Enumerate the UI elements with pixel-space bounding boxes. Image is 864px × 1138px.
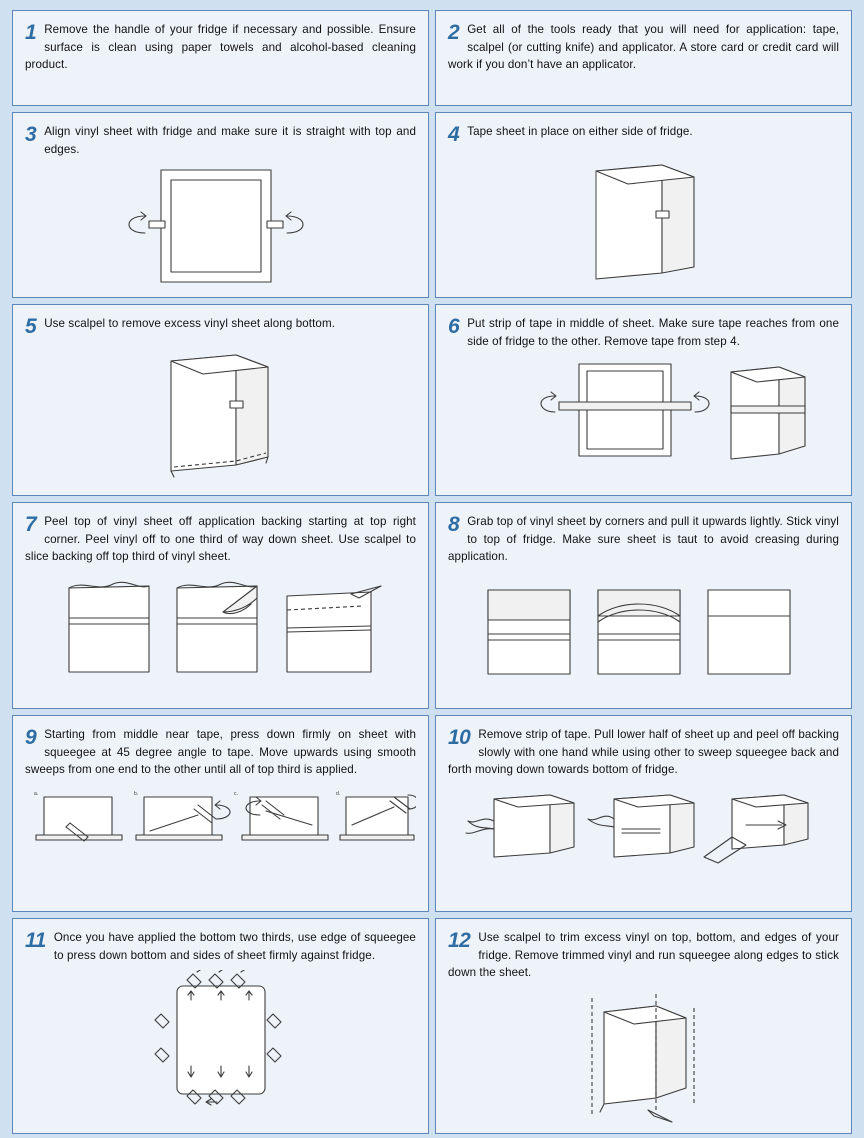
three-step-peel-backing-and-sweep-down-icon bbox=[464, 785, 824, 865]
step-panel-10 bbox=[435, 715, 852, 912]
step-text-1: Remove the handle of your fridge if necessary and possible. Ensure surface is clean using paper towels and alcohol-based cleaning product. bbox=[25, 23, 416, 72]
four-step-squeegee-sweeps-icon bbox=[26, 785, 416, 863]
step-figure-8 bbox=[448, 572, 839, 682]
step-figure-12 bbox=[448, 988, 839, 1128]
step-number-8: 8 bbox=[448, 513, 460, 536]
step-number-3: 3 bbox=[25, 123, 37, 146]
figure-label-a: a. bbox=[33, 790, 38, 797]
figure-label-d: d. bbox=[335, 790, 340, 797]
step-text-7: Peel top of vinyl sheet off application backing starting at top right corner. Peel vinyl off to one third of way down sheet. Use scalpel to slice backing off top third of vinyl sheet. bbox=[25, 515, 416, 564]
three-step-pull-up-and-stick-top-icon bbox=[474, 572, 814, 682]
figure-label-b: b. bbox=[133, 790, 138, 797]
step-number-2: 2 bbox=[448, 21, 460, 44]
step-figure-9 bbox=[25, 785, 416, 863]
step-panel-2 bbox=[435, 10, 852, 106]
step-text-11: Once you have applied the bottom two thirds, use edge of squeegee to press down bottom and sides of sheet firmly against fridge. bbox=[53, 931, 416, 962]
step-number-9: 9 bbox=[25, 726, 37, 749]
fridge-front-with-alignment-arrows-icon bbox=[101, 164, 341, 289]
step-number-4: 4 bbox=[448, 123, 460, 146]
step-figure-5 bbox=[25, 343, 416, 483]
step-text-6: Put strip of tape in middle of sheet. Make sure tape reaches from one side of fridge to the other. Remove tape from step 4. bbox=[467, 317, 839, 348]
fridge-front-and-angled-with-center-tape-icon bbox=[459, 356, 829, 461]
press-edges-all-around-diagram-icon bbox=[121, 970, 321, 1110]
step-text-9: Starting from middle near tape, press down firmly on sheet with squeegee at 45 degree angle to tape. Move upwards using smooth sweeps from one end to the other until all of top third is applied. bbox=[25, 728, 416, 777]
trim-excess-vinyl-edges-icon bbox=[544, 988, 744, 1128]
step-figure-4 bbox=[448, 151, 839, 283]
step-figure-3 bbox=[25, 164, 416, 289]
step-figure-6 bbox=[448, 356, 839, 461]
step-panel-9 bbox=[12, 715, 429, 912]
step-panel-12 bbox=[435, 918, 852, 1134]
step-text-4: Tape sheet in place on either side of fridge. bbox=[467, 125, 693, 138]
figure-label-c: c. bbox=[233, 790, 238, 797]
three-step-peel-and-slice-backing-icon bbox=[51, 572, 391, 682]
step-text-12: Use scalpel to trim excess vinyl on top, bottom, and edges of your fridge. Remove trimmed vinyl and run squeegee along edges to stick down the sheet. bbox=[448, 931, 839, 980]
steps-grid bbox=[12, 10, 852, 1134]
step-panel-3 bbox=[12, 112, 429, 298]
step-figure-10 bbox=[448, 785, 839, 865]
step-panel-1 bbox=[12, 10, 429, 106]
step-text-8: Grab top of vinyl sheet by corners and pull it upwards lightly. Stick vinyl to top of fridge. Make sure sheet is taut to avoid creasing during application. bbox=[448, 515, 839, 564]
step-text-5: Use scalpel to remove excess vinyl sheet along bottom. bbox=[44, 317, 336, 330]
step-text-2: Get all of the tools ready that you will need for application: tape, scalpel (or cutting knife) and applicator. A store card or credit card will work if you don’t have an applicator. bbox=[448, 23, 839, 72]
step-panel-7 bbox=[12, 502, 429, 709]
step-text-10: Remove strip of tape. Pull lower half of sheet up and peel off backing slowly with one hand while using other to sweep squeegee back and forth moving down towards bottom of fridge. bbox=[448, 728, 839, 777]
step-number-7: 7 bbox=[25, 513, 37, 536]
fridge-angled-trim-bottom-icon bbox=[116, 343, 326, 483]
fridge-angled-with-tape-tab-icon bbox=[544, 151, 744, 283]
step-number-1: 1 bbox=[25, 21, 37, 44]
step-figure-7 bbox=[25, 572, 416, 682]
step-text-3: Align vinyl sheet with fridge and make sure it is straight with top and edges. bbox=[44, 125, 416, 156]
step-number-6: 6 bbox=[448, 315, 460, 338]
step-panel-6 bbox=[435, 304, 852, 496]
step-number-5: 5 bbox=[25, 315, 37, 338]
step-figure-11 bbox=[25, 970, 416, 1110]
step-number-12: 12 bbox=[448, 929, 471, 952]
step-number-10: 10 bbox=[448, 726, 471, 749]
step-panel-4 bbox=[435, 112, 852, 298]
step-panel-5 bbox=[12, 304, 429, 496]
step-number-11: 11 bbox=[25, 929, 46, 952]
step-panel-11 bbox=[12, 918, 429, 1134]
step-panel-8 bbox=[435, 502, 852, 709]
